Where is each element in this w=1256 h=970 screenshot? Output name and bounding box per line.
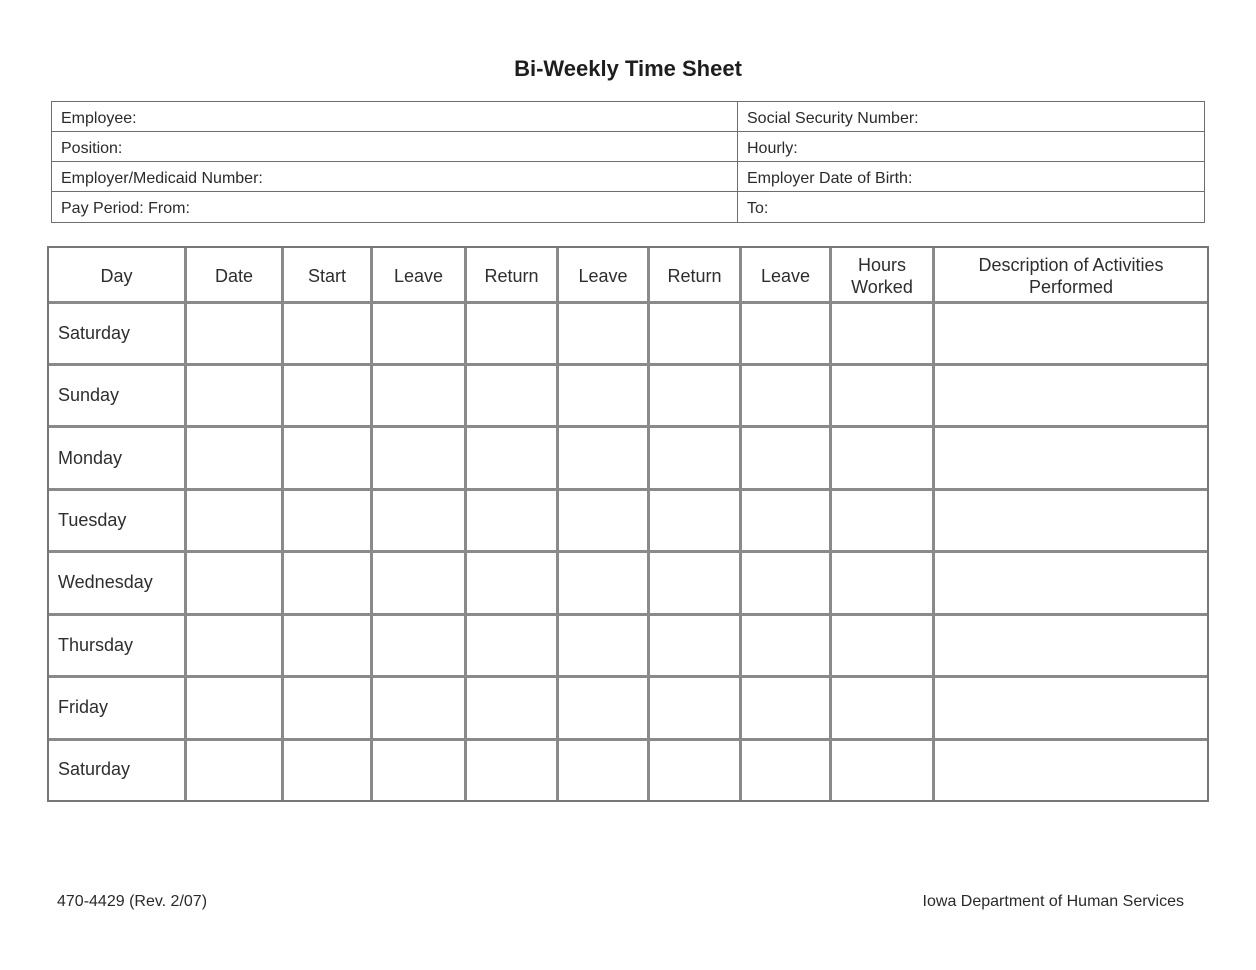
row-divider — [49, 738, 1207, 741]
header-date: Date — [214, 265, 254, 286]
header-start: Start — [307, 265, 346, 286]
column-divider — [739, 248, 742, 800]
employee-info-box — [51, 101, 1205, 223]
column-divider — [932, 248, 935, 800]
day-label: Monday — [58, 448, 123, 468]
agency-name: Iowa Department of Human Services — [922, 893, 1184, 910]
pay-period-to-field[interactable]: To: — [747, 200, 769, 217]
header-day: Day — [100, 265, 133, 286]
day-label: Sunday — [58, 385, 120, 405]
header-description: Description of Activities Performed — [978, 254, 1164, 297]
day-label: Saturday — [58, 323, 131, 343]
column-divider — [556, 248, 559, 800]
row-divider — [49, 363, 1207, 366]
header-leave: Leave — [760, 265, 811, 286]
header-leave: Leave — [393, 265, 444, 286]
form-number: 470-4429 (Rev. 2/07) — [57, 893, 208, 910]
day-label: Wednesday — [58, 572, 153, 592]
header-leave: Leave — [578, 265, 628, 286]
hourly-field[interactable]: Hourly: — [747, 140, 798, 157]
info-row — [52, 132, 1204, 162]
employer-medicaid-number-field[interactable]: Employer/Medicaid Number: — [52, 162, 738, 192]
column-divider — [829, 248, 832, 800]
info-row — [52, 162, 1204, 192]
ssn-field[interactable]: Social Security Number: — [747, 110, 919, 127]
info-row — [52, 192, 1204, 222]
column-divider — [370, 248, 373, 800]
row-divider — [49, 550, 1207, 553]
header-return: Return — [484, 265, 539, 286]
employee-field[interactable]: Employee: — [52, 102, 738, 132]
day-label: Saturday — [58, 759, 131, 779]
pay-period-from-field[interactable]: Pay Period: From: — [52, 192, 738, 222]
column-divider — [281, 248, 284, 800]
day-label: Tuesday — [58, 510, 127, 530]
info-row — [52, 102, 1204, 132]
day-label: Thursday — [58, 635, 134, 655]
position-field[interactable]: Position: — [52, 132, 738, 162]
row-divider — [49, 488, 1207, 491]
row-divider — [49, 425, 1207, 428]
row-divider — [49, 613, 1207, 616]
header-return: Return — [667, 265, 722, 286]
column-divider — [647, 248, 650, 800]
column-divider — [464, 248, 467, 800]
employer-date-of-birth-field[interactable]: Employer Date of Birth: — [747, 170, 913, 187]
header-hours-worked: Hours Worked — [851, 254, 913, 297]
page-title: Bi-Weekly Time Sheet — [514, 56, 742, 81]
row-divider — [49, 675, 1207, 678]
day-label: Friday — [58, 697, 109, 717]
time-sheet-table — [47, 246, 1209, 802]
